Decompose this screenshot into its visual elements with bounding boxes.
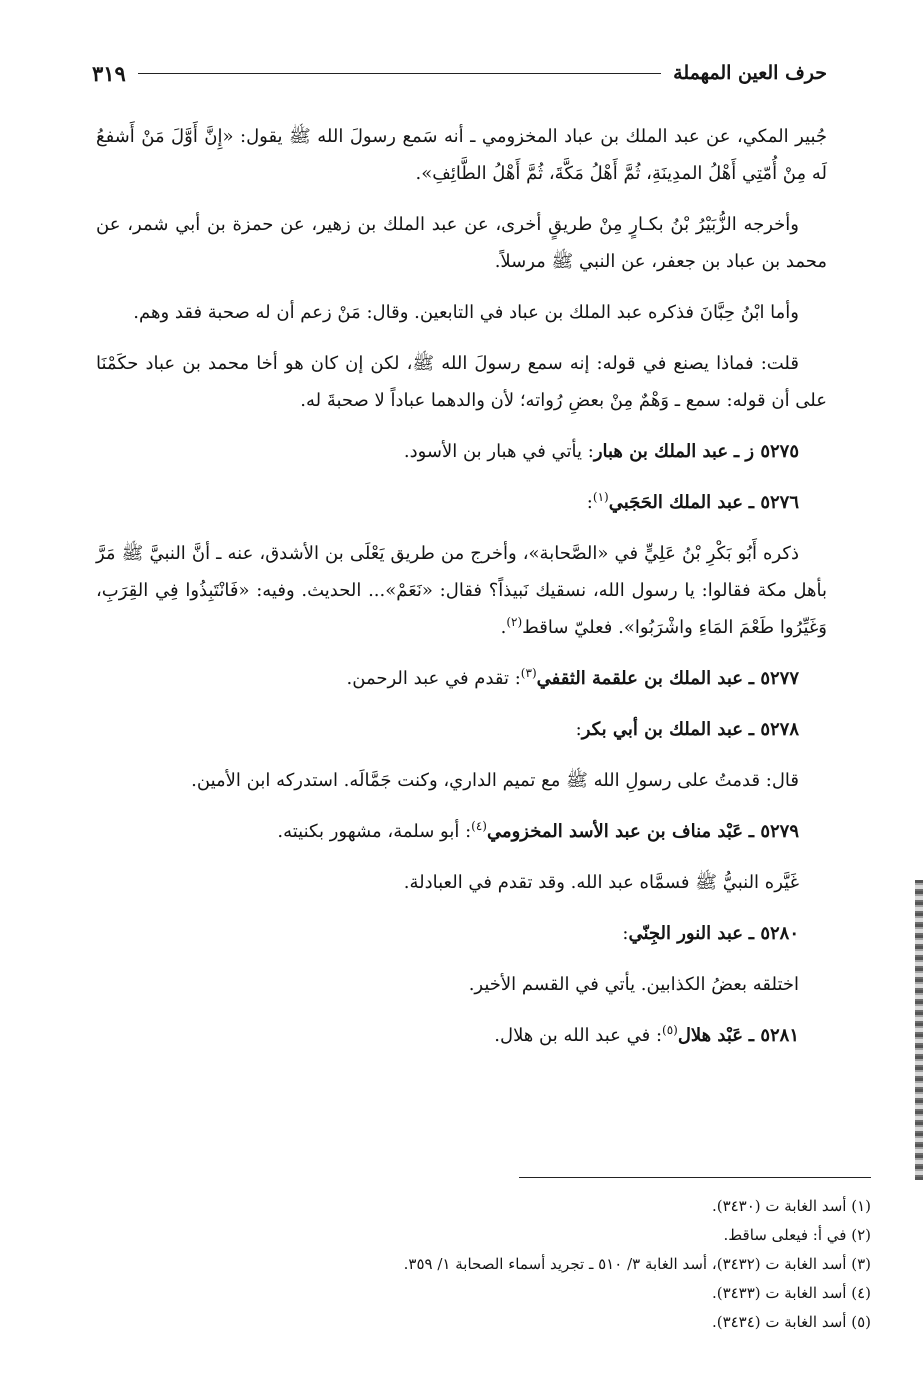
entry-name: عَبْد مناف بن عبد الأسد المخزومي [486,821,744,842]
entry-number: ٥٢٧٨ ـ [748,719,799,740]
footnote-item: (١) أسد الغابة ت (٣٤٣٠). [711,1197,871,1215]
paragraph: جُبير المكي، عن عبد الملك بن عباد المخزومي ـ أنه سَمع رسولَ الله ﷺ يقول: «إِنَّ أَوَّلَ مَنْ أَشفعُ لَه مِنْ أُمّتِي أَهْلُ المدِينَةِ، ثُمَّ أَهْلُ مَكَّةَ، ثُمَّ أَهْلُ الطَّائِفِ». [96,126,827,184]
main-text [96,118,827,1068]
footnotes [96,1192,871,1337]
entry-name: عبد النور الجِنّي [628,923,744,944]
paragraph: وأما ابْنُ حِبَّانَ فذكره عبد الملك بن عباد في التابعين. وقال: مَنْ زعم أن له صحبة فقد وهم. [133,302,799,323]
entry-5281 [96,1017,827,1054]
footnote-divider [519,1177,871,1178]
entry-text: : [586,492,593,513]
paragraph-end: . [500,617,507,638]
scan-edge-artifact [915,880,923,1180]
entry-name: عبد الملك بن هبار [593,441,729,462]
entry-number: ٥٢٧٩ ـ [748,821,799,842]
entry-name: عبد الملك بن علقمة الثقفي [536,668,744,689]
page-number: ٣١٩ [92,60,126,86]
footnote-item: (٣) أسد الغابة ت (٣٤٣٢)، أسد الغابة ٣/ ٥١٠ ـ تجريد أسماء الصحابة ١/ ٣٥٩. [403,1255,871,1273]
paragraph: وأخرجه الزُّبَيْرُ بْنُ بكـارٍ مِنْ طريقٍ أخرى، عن عبد الملك بن زهير، عن حمزة بن أبي شمر، عن محمد بن عباد بن جعفر، عن النبي ﷺ مرسلاً. [96,214,827,272]
entry-text: : يأتي في هبار بن الأسود. [403,441,594,462]
entry-name: عبد الملك الحَجَبي [608,492,744,513]
entry-5275 [96,433,827,470]
entry-name: عبد الملك بن أبي بكر [581,719,744,740]
footnote-item: (٤) أسد الغابة ت (٣٤٣٣). [711,1284,871,1302]
paragraph-text: ذكره أَبُو بَكْرِ بْنُ عَلِيٍّ في «الصَّحابة»، وأخرج من طريق يَعْلَى بن الأشدق، عنه ـ أنَّ النبيَّ ﷺ مَرَّ بأهل مكة فقالوا: يا رسول الله، نسقيك نَبيذاً؟ فقال: «نَعَمْ»... الحديث. وفيه: «فَانْتَبِذُوا فِي القِرَبِ، وَغَيِّرُوا طَعْمَ المَاءِ واشْرَبُوا». فعليّ ساقط [96,543,827,638]
footnote-ref: (٢) [506,615,523,629]
header-rule [138,73,661,74]
entry-text: : أبو سلمة، مشهور بكنيته. [277,821,472,842]
entry-number: ٥٢٨١ ـ [748,1025,799,1046]
entry-5279 [96,813,827,850]
entry-text: : في عبد الله بن هلال. [494,1025,663,1046]
footnote-ref: (١) [592,490,609,504]
entry-5280 [96,915,827,952]
entry-5276 [96,484,827,521]
paragraph: قال: قدمتُ على رسولِ الله ﷺ مع تميم الداري، وكنت جَمَّالَه. استدركه ابن الأمين. [191,770,799,791]
footnote-ref: (٤) [471,819,487,833]
entry-number: ٥٢٧٧ ـ [748,668,799,689]
chapter-title: حرف العين المهملة [673,62,827,84]
entry-5277 [96,660,827,697]
entry-text: : [575,719,582,740]
footnote-ref: (٣) [520,666,537,680]
entry-text: : تقدم في عبد الرحمن. [346,668,521,689]
entry-number: ٥٢٨٠ ـ [748,923,799,944]
running-header [92,56,827,90]
entry-5278 [96,711,827,748]
footnote-item: (٢) في أ: فيعلى ساقط. [723,1226,871,1244]
entry-number: ٥٢٧٥ ز ـ [733,441,799,462]
entry-text: : [622,923,629,944]
paragraph: اختلقه بعضُ الكذابين. يأتي في القسم الأخير. [468,974,799,995]
paragraph [96,535,827,646]
paragraph: غَيَّره النبيُّ ﷺ فسمَّاه عبد الله. وقد تقدم في العبادلة. [403,872,799,893]
entry-name: عَبْد هلال [677,1025,744,1046]
footnote-item: (٥) أسد الغابة ت (٣٤٣٤). [711,1313,871,1331]
footnote-ref: (٥) [662,1023,678,1037]
entry-number: ٥٢٧٦ ـ [748,492,799,513]
paragraph: قلت: فماذا يصنع في قوله: إنه سمع رسولَ الله ﷺ، لكن إن كان هو أخا محمد بن عباد حكَمْنَا على أن قوله: سمع ـ وَهْمٌ مِنْ بعضِ رُواته؛ لأن والدهما عباداً لا صحبةَ له. [96,353,827,411]
